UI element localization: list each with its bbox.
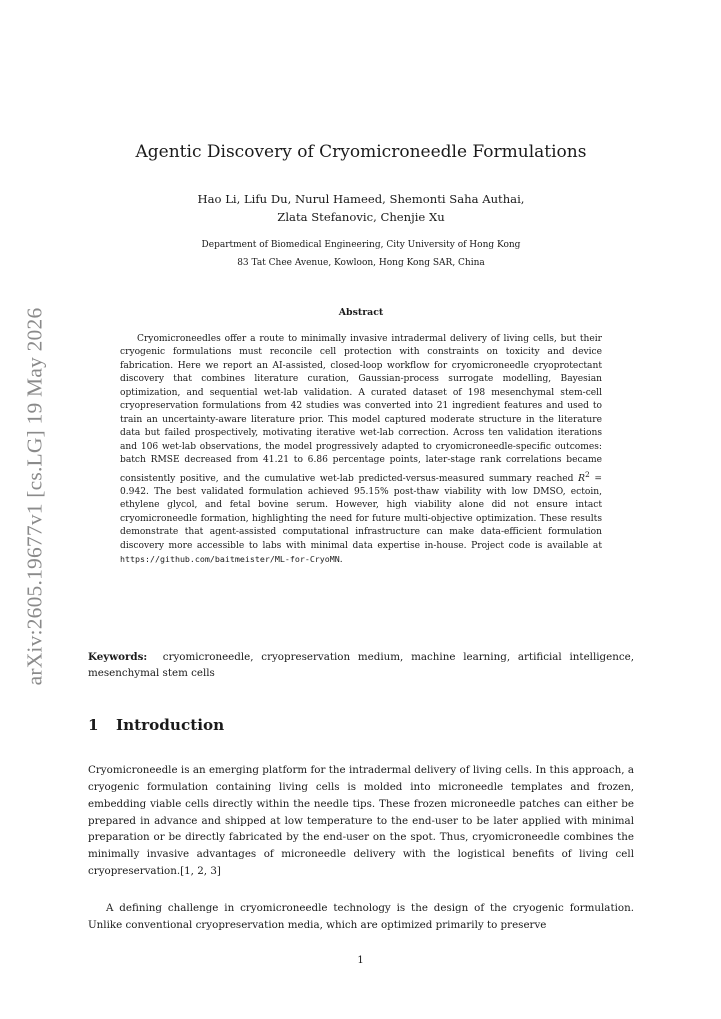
author-line-1: Hao Li, Lifu Du, Nurul Hameed, Shemonti Saha Authai, (197, 192, 525, 206)
author-list (88, 191, 634, 226)
r-squared-superscript: 2 (584, 469, 590, 479)
intro-paragraph-2: A defining challenge in cryomicroneedle technology is the design of the cryogenic formulation. Unlike conventional cryopreservation media, which are optimized primarily to preserve (88, 902, 634, 931)
abstract-text-part-2: = 0.942. The best validated formulation achieved 95.15% post-thaw viability with low DMSO, ectoin, ethylene glycol, and fetal bovine serum. However, high viability alone did not ensure intact cryomicroneedle formation, highlighting the need for future multi-objective optimization. These results demonstrate that agent-assisted computational infrastructure can make data-efficient formulation discovery more accessible to labs with minimal data expertise in-house. Project code is available at (120, 473, 602, 551)
keywords-label: Keywords: (88, 651, 148, 663)
keywords-text: cryomicroneedle, cryopreservation medium, machine learning, artificial intelligence, mesenchymal stem cells (88, 651, 634, 679)
section-number: 1 (88, 716, 99, 734)
page-number: 1 (357, 955, 364, 966)
keywords (88, 649, 634, 681)
affiliation-line-1: Department of Biomedical Engineering, City University of Hong Kong (201, 240, 521, 250)
author-line-2: Zlata Stefanovic, Chenjie Xu (277, 209, 445, 224)
section-heading-introduction (88, 714, 224, 736)
intro-paragraph-1: Cryomicroneedle is an emerging platform for the intradermal delivery of living cells. In this approach, a cryogenic formulation containing living cells is molded into microneedle templates and frozen, embedding viable cells directly within the needle tips. These frozen microneedle patches can either be prepared in advance and shipped at low temperature to the end-user to be later applied with minimal preparation or be directly fabricated by the end-user on the spot. Thus, cryomicroneedle combines the minimally invasive advantages of microneedle delivery with the logistical benefits of living cell cryopreservation.[1, 2, 3] (88, 764, 634, 878)
abstract-heading: Abstract (338, 307, 384, 318)
paper-title: Agentic Discovery of Cryomicroneedle Formulations (135, 142, 587, 162)
abstract-text-end: . (339, 555, 343, 566)
project-code-link[interactable]: https://github.com/baitmeister/ML-for-CryoMN (120, 554, 340, 565)
arxiv-identifier-text: arXiv:2605.19677v1 [cs.LG] 19 May 2026 (22, 307, 47, 685)
affiliation-line-2: 83 Tat Chee Avenue, Kowloon, Hong Kong SAR, China (237, 258, 485, 268)
abstract-body (120, 333, 602, 568)
r-squared-symbol: R (578, 473, 585, 484)
section-title: Introduction (116, 716, 225, 734)
abstract-text-part-1: Cryomicroneedles offer a route to minimally invasive intradermal delivery of living cells, but their cryogenic formulations must reconcile cell protection with constraints on toxicity and device fabrication. Here we report an AI-assisted, closed-loop workflow for cryomicroneedle cryoprotectant discovery that combines literature curation, Gaussian-process surrogate modelling, Bayesian optimization, and sequential wet-lab validation. A curated dataset of 198 mesenchymal stem-cell cryopreservation formulations from 42 studies was converted into 21 ingredient features and used to train an uncertainty-aware literature prior. This model captured moderate structure in the literature data but failed prospectively, motivating iterative wet-lab correction. Across ten validation iterations and 106 wet-lab observations, the model progressively adapted to cryomicroneedle-specific outcomes: batch RMSE decreased from 41.21 to 6.86 percentage points, later-stage rank correlations became consistently positive, and the cumulative wet-lab predicted-versus-measured summary reached (120, 334, 602, 484)
affiliation (88, 236, 634, 272)
arxiv-identifier-stamp (20, 292, 50, 700)
